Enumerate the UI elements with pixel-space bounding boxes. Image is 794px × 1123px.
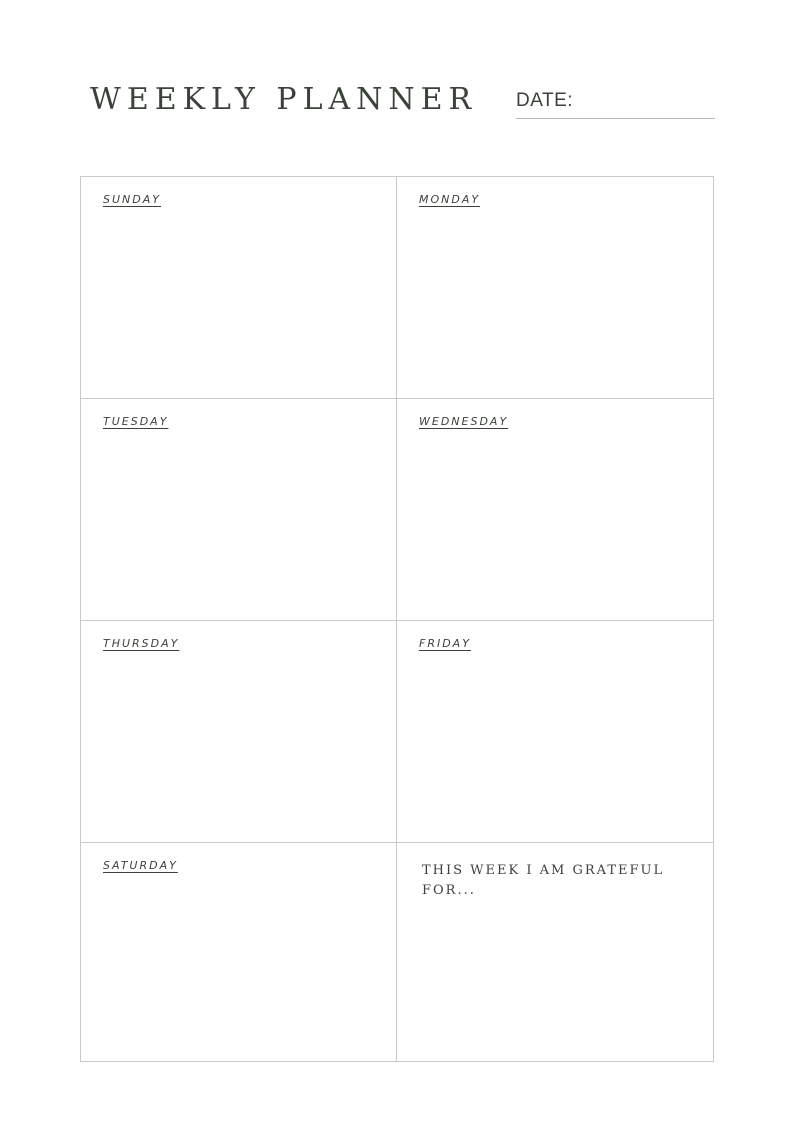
day-label-monday: MONDAY — [419, 193, 481, 206]
day-box-monday[interactable] — [397, 177, 713, 399]
day-box-thursday[interactable] — [81, 621, 397, 843]
day-label-friday: FRIDAY — [419, 637, 471, 650]
grateful-box[interactable] — [397, 843, 713, 1061]
day-label-saturday: SATURDAY — [103, 859, 178, 872]
day-box-wednesday[interactable] — [397, 399, 713, 621]
page-title: WEEKLY PLANNER — [90, 82, 478, 117]
day-box-tuesday[interactable] — [81, 399, 397, 621]
date-field[interactable] — [516, 88, 715, 119]
day-label-sunday: SUNDAY — [103, 193, 161, 206]
weekly-grid — [80, 176, 714, 1062]
date-label: DATE: — [516, 90, 574, 111]
day-box-friday[interactable] — [397, 621, 713, 843]
day-label-wednesday: WEDNESDAY — [419, 415, 509, 428]
day-box-saturday[interactable] — [81, 843, 397, 1061]
day-label-thursday: THURSDAY — [103, 637, 180, 650]
day-box-sunday[interactable] — [81, 177, 397, 399]
grateful-prompt: THIS WEEK I AM GRATEFUL FOR... — [422, 863, 665, 898]
day-label-tuesday: TUESDAY — [103, 415, 169, 428]
